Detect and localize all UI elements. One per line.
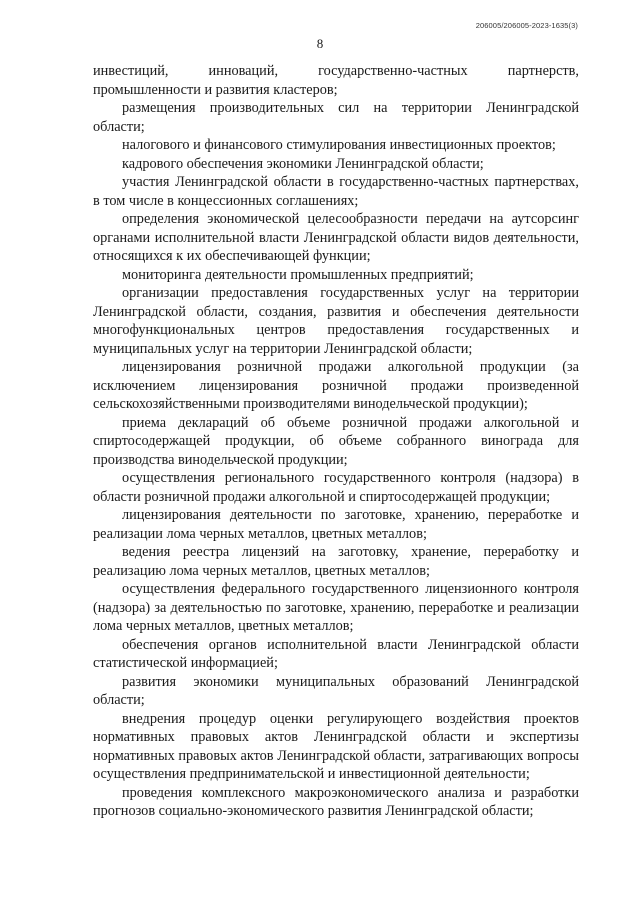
paragraph: участия Ленинградской области в государственно-частных партнерствах, в том числе в концессионных соглашениях;: [93, 174, 579, 209]
paragraph: обеспечения органов исполнительной власти Ленинградской области статистической информацией;: [93, 636, 579, 671]
page-number: 8: [316, 36, 324, 51]
paragraph: налогового и финансового стимулирования инвестиционных проектов;: [122, 137, 556, 153]
paragraph: определения экономической целесообразности передачи на аутсорсинг органами исполнительной власти Ленинградской области видов деятельности, относящихся к их обеспечивающей функции;: [93, 211, 579, 264]
paragraph: лицензирования розничной продажи алкогольной продукции (за исключением лицензирования розничной продажи произведенной сельскохозяйственными производителями винодельческой продукции);: [93, 359, 579, 412]
paragraph: проведения комплексного макроэкономического анализа и разработки прогнозов социально-экономического развития Ленинградской области;: [93, 784, 579, 819]
document-body: [93, 62, 579, 821]
paragraph: внедрения процедур оценки регулирующего воздействия проектов нормативных правовых актов Ленинградской области и экспертизы нормативных правовых актов Ленинградской области, затрагивающих вопросы осуществления предпринимательской и инвестиционной деятельности;: [93, 710, 579, 782]
document-code: 206005/206005-2023-1635(3): [475, 21, 578, 30]
paragraph: ведения реестра лицензий на заготовку, хранение, переработку и реализацию лома черных металлов, цветных металлов;: [93, 544, 579, 579]
paragraph: мониторинга деятельности промышленных предприятий;: [122, 266, 474, 283]
paragraph: осуществления регионального государственного контроля (надзора) в области розничной продажи алкогольной и спиртосодержащей продукции;: [93, 470, 579, 505]
paragraph: кадрового обеспечения экономики Ленинградской области;: [122, 155, 484, 172]
paragraph: организации предоставления государственных услуг на территории Ленинградской области, создания, развития и обеспечения деятельности многофункциональных центров предоставления государственных и муниципальных услуг на территории Ленинградской области;: [93, 285, 579, 357]
paragraph: лицензирования деятельности по заготовке, хранению, переработке и реализации лома черных металлов, цветных металлов;: [93, 507, 579, 542]
paragraph: инвестиций, инноваций, государственно-частных партнерств, промышленности и развития кластеров;: [93, 63, 579, 98]
paragraph: осуществления федерального государственного лицензионного контроля (надзора) за деятельностью по заготовке, хранению, переработке и реализации лома черных металлов, цветных металлов;: [93, 581, 579, 634]
paragraph: развития экономики муниципальных образований Ленинградской области;: [93, 673, 579, 708]
paragraph: размещения производительных сил на территории Ленинградской области;: [93, 100, 579, 135]
paragraph: приема деклараций об объеме розничной продажи алкогольной и спиртосодержащей продукции, об объеме собранного винограда для производства винодельческой продукции;: [93, 414, 579, 468]
